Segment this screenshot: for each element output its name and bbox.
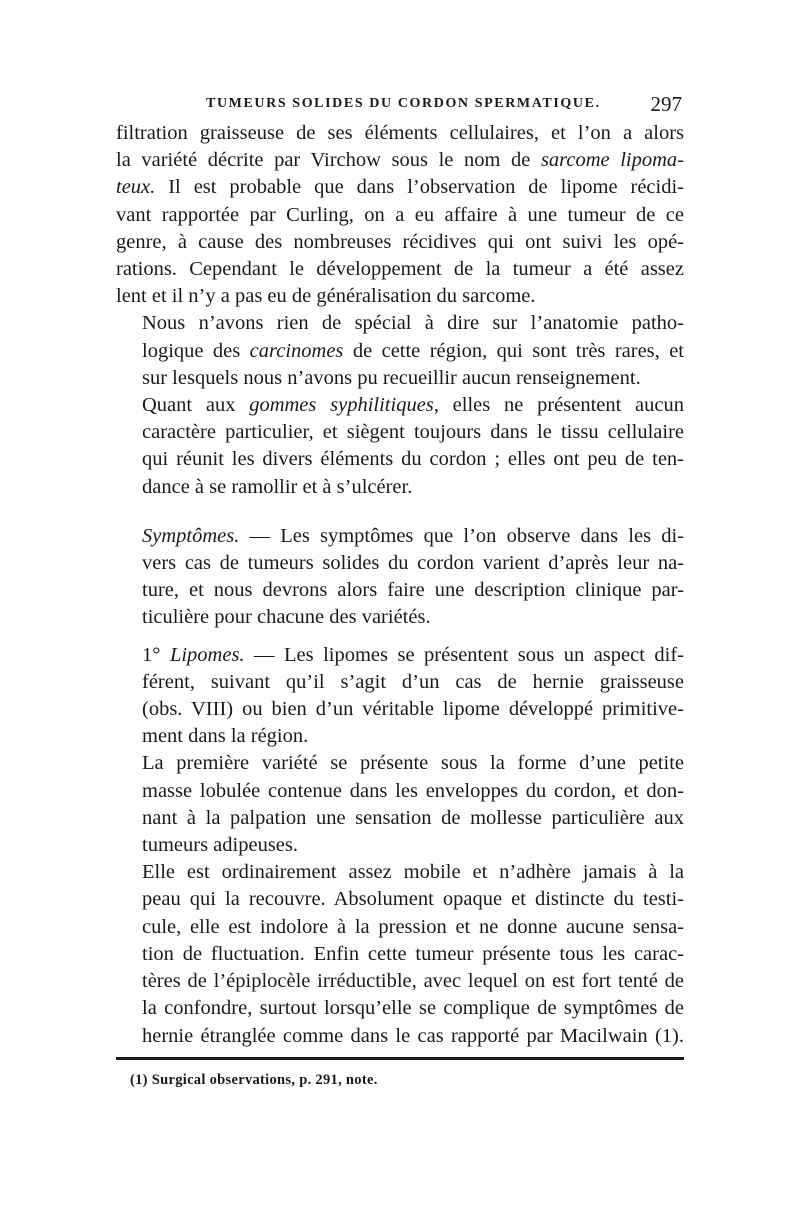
text-line: ticulière pour chacune des variétés. xyxy=(142,606,431,629)
text-line: dance à se ramollir et à s’ulcérer. xyxy=(142,475,413,498)
body-text xyxy=(116,120,684,1050)
text-line: masse lobulée contenue dans les enveloppes du cordon, et don- xyxy=(142,779,684,802)
paragraph xyxy=(116,642,684,751)
paragraph xyxy=(116,120,684,310)
text-line: Nous n’avons rien de spécial à dire sur l’anatomie patho- xyxy=(142,312,684,335)
paragraph xyxy=(116,523,684,632)
paragraph xyxy=(116,310,684,392)
paragraph xyxy=(116,392,684,501)
text-line: tumeurs adipeuses. xyxy=(142,834,298,857)
text-line: cule, elle est indolore à la pression et ne donne aucune sensa- xyxy=(142,915,684,938)
text-line: la confondre, surtout lorsqu’elle se complique de symptômes de xyxy=(142,997,684,1020)
text-line: lent et il n’y a pas eu de généralisation du sarcome. xyxy=(116,285,536,308)
text-line: hernie étranglée comme dans le cas rapporté par Macilwain (1). xyxy=(142,1024,684,1047)
page-number: 297 xyxy=(650,92,682,116)
text-line: logique des carcinomes de cette région, qui sont très rares, et xyxy=(142,339,684,362)
text-line: nant à la palpation une sensation de mollesse particulière aux xyxy=(142,806,684,829)
footnote: (1) Surgical observations, p. 291, note. xyxy=(130,1072,378,1088)
text-line: peau qui la recouvre. Absolument opaque et distincte du testi- xyxy=(142,888,684,911)
text-line: vant rapportée par Curling, on a eu affaire à une tumeur de ce xyxy=(116,203,684,226)
text-line: rations. Cependant le développement de la tumeur a été assez xyxy=(116,258,684,281)
text-line: Symptômes. — Les symptômes que l’on observe dans les di- xyxy=(142,524,684,547)
text-line: genre, à cause des nombreuses récidives qui ont suivi les opé- xyxy=(116,230,684,253)
text-line: Elle est ordinairement assez mobile et n’adhère jamais à la xyxy=(142,861,684,884)
running-head xyxy=(116,92,682,122)
text-line: Quant aux gommes syphilitiques, elles ne présentent aucun xyxy=(142,394,685,417)
text-line: ture, et nous devrons alors faire une description clinique par- xyxy=(142,579,684,602)
text-line: La première variété se présente sous la forme d’une petite xyxy=(142,752,684,775)
footnote-rule xyxy=(116,1057,684,1060)
text-line: sur lesquels nous n’avons pu recueillir aucun renseignement. xyxy=(142,366,641,389)
running-title: TUMEURS SOLIDES DU CORDON SPERMATIQUE. xyxy=(206,96,601,111)
text-line: vers cas de tumeurs solides du cordon varient d’après leur na- xyxy=(142,552,684,575)
text-line: la variété décrite par Virchow sous le nom de sarcome lipoma- xyxy=(116,149,684,172)
text-line: ment dans la région. xyxy=(142,725,309,748)
text-line: tion de fluctuation. Enfin cette tumeur présente tous les carac- xyxy=(142,942,684,965)
paragraph xyxy=(116,750,684,859)
paragraph xyxy=(116,859,684,1049)
text-line: filtration graisseuse de ses éléments cellulaires, et l’on a alors xyxy=(116,122,684,144)
text-line: caractère particulier, et siègent toujours dans le tissu cellulaire xyxy=(142,421,684,444)
text-line: férent, suivant qu’il s’agit d’un cas de hernie graisseuse xyxy=(142,670,684,693)
text-line: tères de l’épiplocèle irréductible, avec lequel on est fort tenté de xyxy=(142,970,684,993)
text-line: 1° Lipomes. — Les lipomes se présentent sous un aspect dif- xyxy=(142,643,684,666)
text-line: (obs. VIII) ou bien d’un véritable lipome développé primitive- xyxy=(142,698,684,721)
text-line: teux. Il est probable que dans l’observation de lipome récidi- xyxy=(116,176,684,199)
text-line: qui réunit les divers éléments du cordon ; elles ont peu de ten- xyxy=(142,448,684,471)
